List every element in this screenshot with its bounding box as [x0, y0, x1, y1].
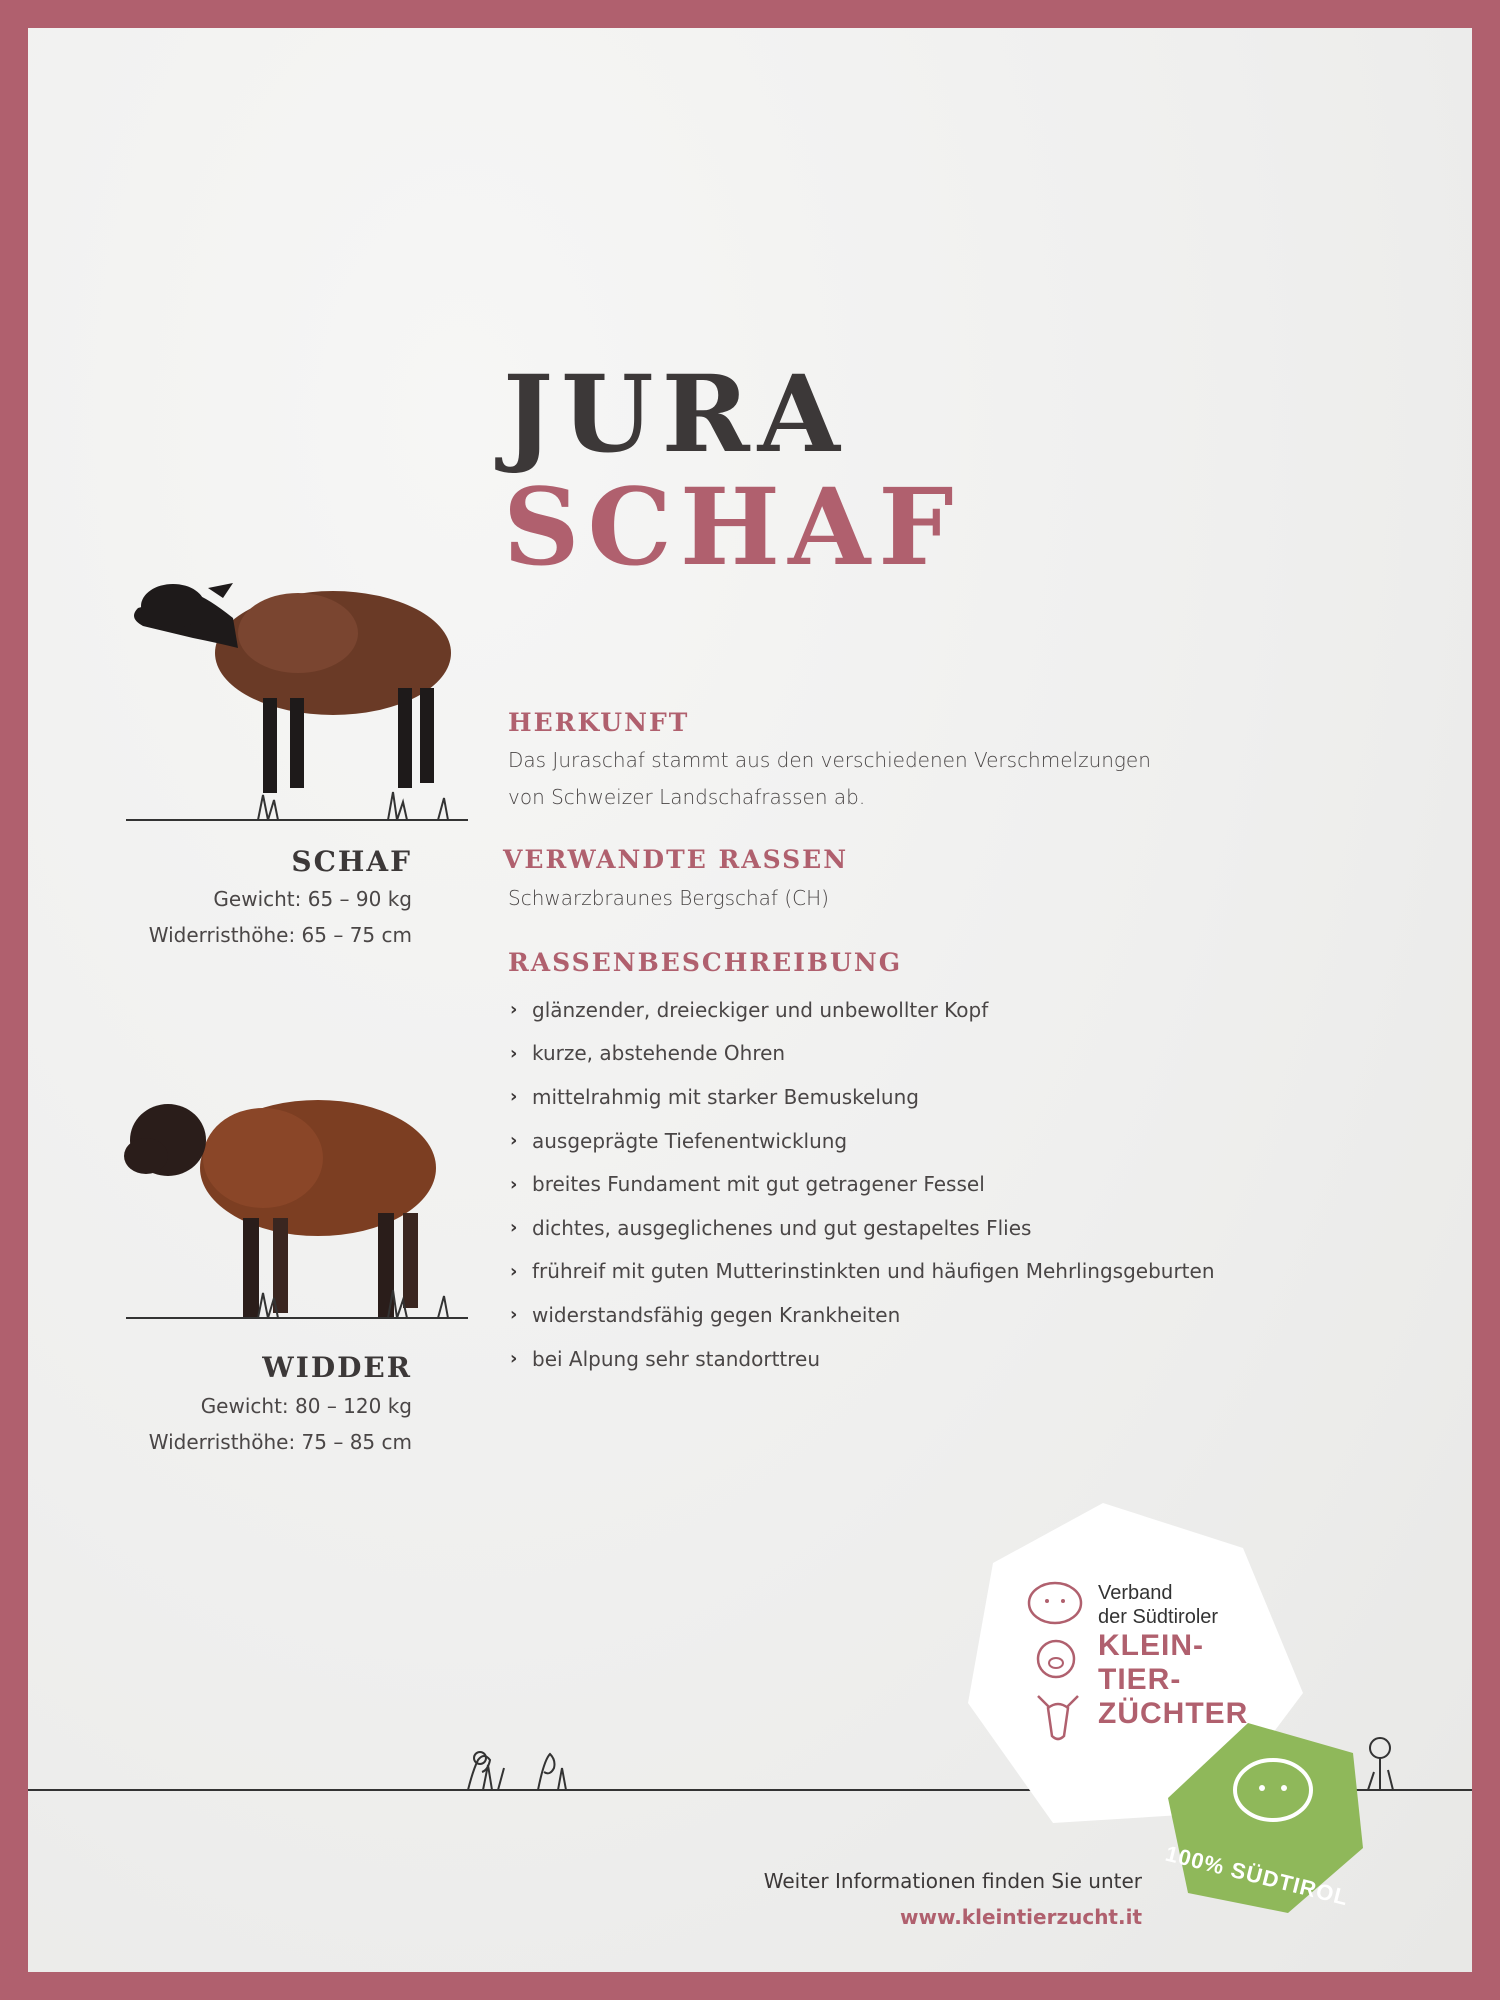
sheep-ram-image [98, 1068, 498, 1348]
list-item: › mittelrahmig mit starker Bemuskelung [510, 1084, 919, 1109]
suedtirol-badge-text: 100% SÜDTIROL [1162, 1840, 1352, 1911]
logo-line-2: der Südtiroler [1098, 1606, 1219, 1628]
schaf-info [149, 881, 412, 953]
footer-info: Weiter Informationen finden Sie unter [763, 1869, 1142, 1893]
list-item: › widerstandsfähig gegen Krankheiten [510, 1302, 901, 1327]
footer-url-link[interactable]: www.kleintierzucht.it [900, 1905, 1142, 1929]
chevron-right-icon: › [510, 1173, 518, 1195]
herkunft-line-1: Das Juraschaf stammt aus den verschiedenen Verschmelzungen [508, 748, 1151, 772]
schaf-height: Widerristhöhe: 65 – 75 cm [148, 923, 412, 947]
herkunft-text [508, 742, 1151, 816]
logo-line-4: TIER- [1098, 1663, 1182, 1696]
logo-text [1098, 1581, 1248, 1731]
pig-icon [1031, 1633, 1081, 1681]
chevron-right-icon: › [510, 1042, 518, 1064]
chevron-right-icon: › [510, 1130, 518, 1152]
goat-icon [1028, 1688, 1088, 1748]
widder-weight: Gewicht: 80 – 120 kg [200, 1394, 412, 1418]
chevron-right-icon: › [510, 1304, 518, 1326]
beschreibung-heading: RASSENBESCHREIBUNG [508, 948, 903, 977]
verwandte-text: Schwarzbraunes Bergschaf (CH) [508, 886, 829, 910]
list-item: › bei Alpung sehr standorttreu [510, 1346, 821, 1371]
list-item: › glänzender, dreieckiger und unbewollter Kopf [510, 997, 989, 1022]
herkunft-heading: HERKUNFT [508, 708, 690, 737]
widder-info [149, 1388, 412, 1460]
title-schaf: SCHAF [503, 464, 962, 589]
chevron-right-icon: › [510, 1217, 518, 1239]
list-item: › ausgeprägte Tiefenentwicklung [510, 1128, 848, 1153]
list-item: › frühreif mit guten Mutterinstinkten und häufigen Mehrlingsgeburten [510, 1259, 1215, 1284]
beschreibung-list [510, 988, 1215, 1380]
widder-height: Widerristhöhe: 75 – 85 cm [148, 1430, 412, 1454]
list-item: › dichtes, ausgeglichenes und gut gestapeltes Flies [510, 1215, 1032, 1240]
poster-frame [28, 28, 1472, 1972]
title-jura: JURA [503, 351, 848, 476]
logo-line-3: KLEIN- [1098, 1629, 1204, 1662]
list-item: › kurze, abstehende Ohren [510, 1041, 786, 1066]
logo-line-1: Verband [1098, 1582, 1173, 1604]
verwandte-heading: VERWANDTE RASSEN [503, 845, 849, 874]
chevron-right-icon: › [510, 1086, 518, 1108]
schaf-weight: Gewicht: 65 – 90 kg [213, 887, 412, 911]
schaf-label: SCHAF [291, 845, 412, 878]
footer [764, 1863, 1142, 1935]
herkunft-line-2: von Schweizer Landschafrassen ab. [508, 785, 866, 809]
sheep-ewe-image [98, 538, 498, 828]
chevron-right-icon: › [510, 1348, 518, 1370]
sheep-icon [1023, 1573, 1087, 1629]
widder-label: WIDDER [262, 1351, 412, 1384]
logo-line-5: ZÜCHTER [1098, 1697, 1249, 1730]
chevron-right-icon: › [510, 999, 518, 1021]
chevron-right-icon: › [510, 1260, 518, 1282]
list-item: › breites Fundament mit gut getragener Fessel [510, 1172, 985, 1197]
